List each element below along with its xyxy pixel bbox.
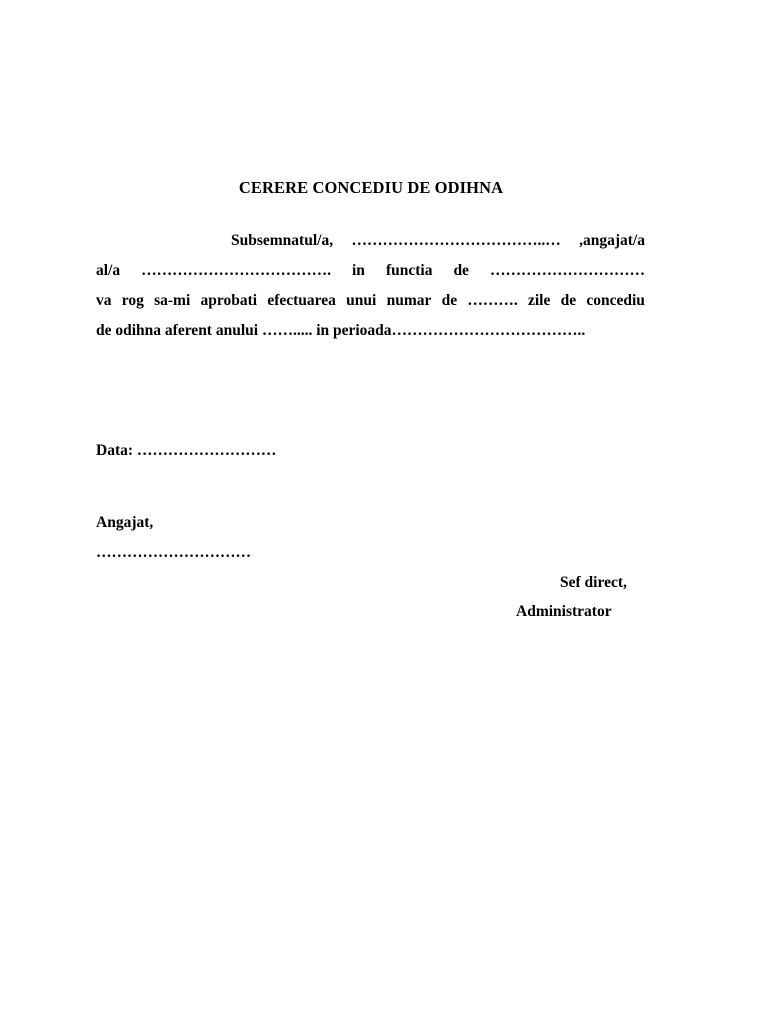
days-blank: ………. (467, 292, 518, 309)
body-line-4: de odihna aferent anului ……..... in perioada……………………………….. (96, 322, 586, 339)
word: zile (528, 292, 551, 309)
word: functia (385, 262, 433, 279)
word: de (441, 292, 458, 309)
body-line-2 (96, 262, 645, 280)
word: rog (121, 292, 144, 309)
word: unui (346, 292, 377, 309)
document-title: CERERE CONCEDIU DE ODIHNA (238, 178, 504, 197)
word: va (96, 292, 112, 309)
angajat-label: ,angajat/a (579, 232, 645, 249)
employee-signature-blank: ………………………… (96, 544, 251, 561)
word: de (560, 292, 577, 309)
company-blank: ………………………………. (141, 262, 331, 279)
subsemnatul-label: Subsemnatul/a, (231, 232, 334, 249)
body-line-3 (96, 292, 645, 310)
manager-label: Sef direct, (560, 574, 627, 591)
word: de (453, 262, 469, 279)
position-blank: ………………………… (489, 262, 645, 279)
word: aprobati (200, 292, 258, 309)
name-blank: ………………………………..… (351, 232, 561, 249)
word: sa-mi (154, 292, 191, 309)
word: in (352, 262, 365, 279)
word: efectuarea (267, 292, 336, 309)
administrator-label: Administrator (516, 603, 612, 620)
date-line: Data: ……………………… (96, 442, 277, 459)
word: al/a (96, 262, 121, 279)
employee-label: Angajat, (96, 514, 154, 531)
body-line-1 (96, 232, 645, 250)
word: numar (386, 292, 432, 309)
word: concediu (586, 292, 645, 309)
